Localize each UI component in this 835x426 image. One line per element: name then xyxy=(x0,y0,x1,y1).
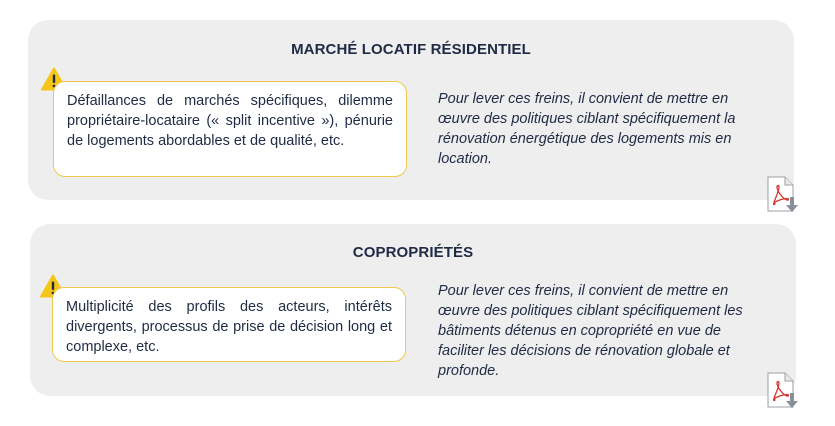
pdf-download-icon[interactable] xyxy=(765,175,801,215)
section-marche-locatif xyxy=(28,20,794,200)
policy-text: Pour lever ces freins, il convient de mettre en œuvre des politiques ciblant spécifiquement la rénovation énergétique des logements mis en location. xyxy=(438,91,736,167)
policy-text: Pour lever ces freins, il convient de mettre en œuvre des politiques ciblant spécifiquement les bâtiments détenus en copropriété en vue de faciliter les décisions de rénovation globale et profonde. xyxy=(438,283,743,379)
issue-box: Multiplicité des profils des acteurs, intérêts divergents, processus de prise de décision long et complexe, etc. xyxy=(52,287,406,362)
section-title: COPROPRIÉTÉS xyxy=(352,244,474,261)
pdf-download-icon[interactable] xyxy=(765,371,801,411)
section-title: MARCHÉ LOCATIF RÉSIDENTIEL xyxy=(291,41,531,58)
issue-box: Défaillances de marchés spécifiques, dilemme propriétaire-locataire (« split incentive »), pénurie de logements abordables et de qualité, etc. xyxy=(53,81,407,177)
section-coproprietes xyxy=(30,224,796,396)
